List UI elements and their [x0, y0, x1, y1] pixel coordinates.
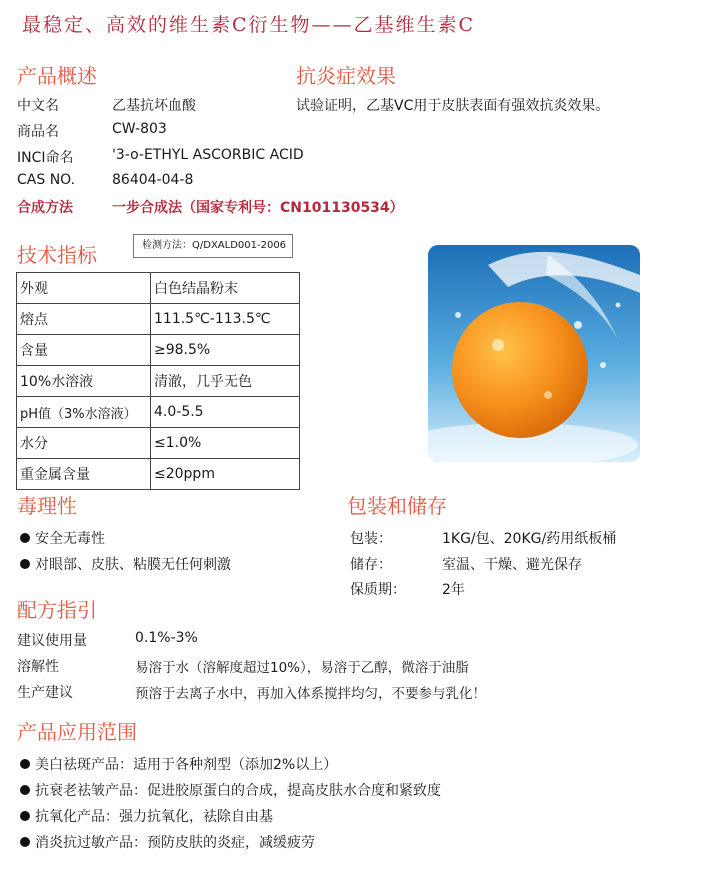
synthesis-value: 一步合成法（国家专利号：CN101130534） — [112, 200, 404, 216]
formulation-value: 易溶于水（溶解度超过10%），易溶于乙醇，微溶于油脂 — [135, 660, 469, 676]
overview-key: INCI命名 — [17, 150, 74, 166]
spec-value: ≤1.0% — [151, 428, 300, 459]
spec-value: 白色结晶粉末 — [151, 273, 300, 304]
packaging-value: 1KG/包、20KG/药用纸板桶 — [442, 531, 617, 547]
toxicology-title: 毒理性 — [17, 494, 77, 518]
synthesis-key: 合成方法 — [17, 200, 73, 216]
spec-name: 10%水溶液 — [17, 366, 151, 397]
packaging-key: 包装： — [350, 531, 392, 547]
bullet-icon — [20, 533, 30, 543]
overview-value: '3-o-ETHYL ASCORBIC ACID — [112, 147, 304, 163]
spec-name: 熔点 — [17, 304, 151, 335]
spec-name: pH值（3%水溶液） — [17, 397, 151, 428]
table-row — [17, 304, 300, 335]
bullet-icon — [20, 785, 30, 795]
table-row — [17, 428, 300, 459]
list-item: 抗衰老祛皱产品：促进胶原蛋白的合成，提高皮肤水合度和紧致度 — [20, 780, 441, 800]
overview-key: 中文名 — [17, 98, 59, 114]
page-headline: 最稳定、高效的维生素C衍生物——乙基维生素C — [22, 14, 476, 36]
formulation-key: 生产建议 — [17, 685, 73, 701]
table-row — [17, 335, 300, 366]
spec-name: 水分 — [17, 428, 151, 459]
overview-title: 产品概述 — [17, 64, 97, 88]
formulation-value: 预溶于去离子水中，再加入体系搅拌均匀，不要参与乳化！ — [135, 686, 486, 702]
overview-value: 86404-04-8 — [112, 172, 194, 188]
anti-inflammatory-title: 抗炎症效果 — [296, 64, 396, 88]
applications-title: 产品应用范围 — [17, 720, 137, 744]
specs-table — [16, 272, 300, 490]
bullet-icon — [20, 811, 30, 821]
overview-value: CW-803 — [112, 121, 167, 137]
spec-value: 清澈，几乎无色 — [151, 366, 300, 397]
bullet-icon — [20, 559, 30, 569]
formulation-key: 建议使用量 — [17, 633, 87, 649]
formulation-value: 0.1%-3% — [135, 630, 198, 646]
table-row — [17, 459, 300, 490]
orange-water-illustration — [428, 245, 640, 462]
list-item: 美白祛斑产品：适用于各种剂型（添加2%以上） — [20, 754, 337, 774]
specs-title: 技术指标 — [17, 243, 97, 267]
formulation-title: 配方指引 — [17, 598, 97, 622]
list-item: 安全无毒性 — [20, 528, 105, 548]
test-method-box: 检测方法：Q/DXALD001-2006 — [133, 234, 293, 258]
overview-value: 乙基抗坏血酸 — [112, 98, 196, 114]
list-item: 对眼部、皮肤、粘膜无任何刺激 — [20, 554, 231, 574]
bullet-icon — [20, 759, 30, 769]
table-row — [17, 397, 300, 428]
spec-name: 含量 — [17, 335, 151, 366]
list-item: 抗氧化产品：强力抗氧化，祛除自由基 — [20, 806, 273, 826]
packaging-value: 2年 — [442, 582, 465, 598]
packaging-title: 包装和储存 — [347, 494, 447, 518]
overview-key: 商品名 — [17, 124, 59, 140]
list-item: 消炎抗过敏产品：预防皮肤的炎症，减缓疲劳 — [20, 832, 315, 852]
spec-value: ≤20ppm — [151, 459, 300, 490]
orange-splash-image — [428, 245, 640, 462]
bullet-icon — [20, 837, 30, 847]
spec-value: ≥98.5% — [151, 335, 300, 366]
spec-name: 外观 — [17, 273, 151, 304]
table-row — [17, 273, 300, 304]
table-row — [17, 366, 300, 397]
formulation-key: 溶解性 — [17, 659, 59, 675]
spec-value: 111.5℃-113.5℃ — [151, 304, 300, 335]
packaging-key: 保质期： — [350, 582, 406, 598]
spec-value: 4.0-5.5 — [151, 397, 300, 428]
anti-inflammatory-text: 试验证明，乙基VC用于皮肤表面有强效抗炎效果。 — [296, 98, 610, 114]
packaging-value: 室温、干燥、避光保存 — [442, 557, 582, 573]
spec-name: 重金属含量 — [17, 459, 151, 490]
overview-key: CAS NO. — [17, 172, 76, 188]
packaging-key: 储存： — [350, 557, 392, 573]
